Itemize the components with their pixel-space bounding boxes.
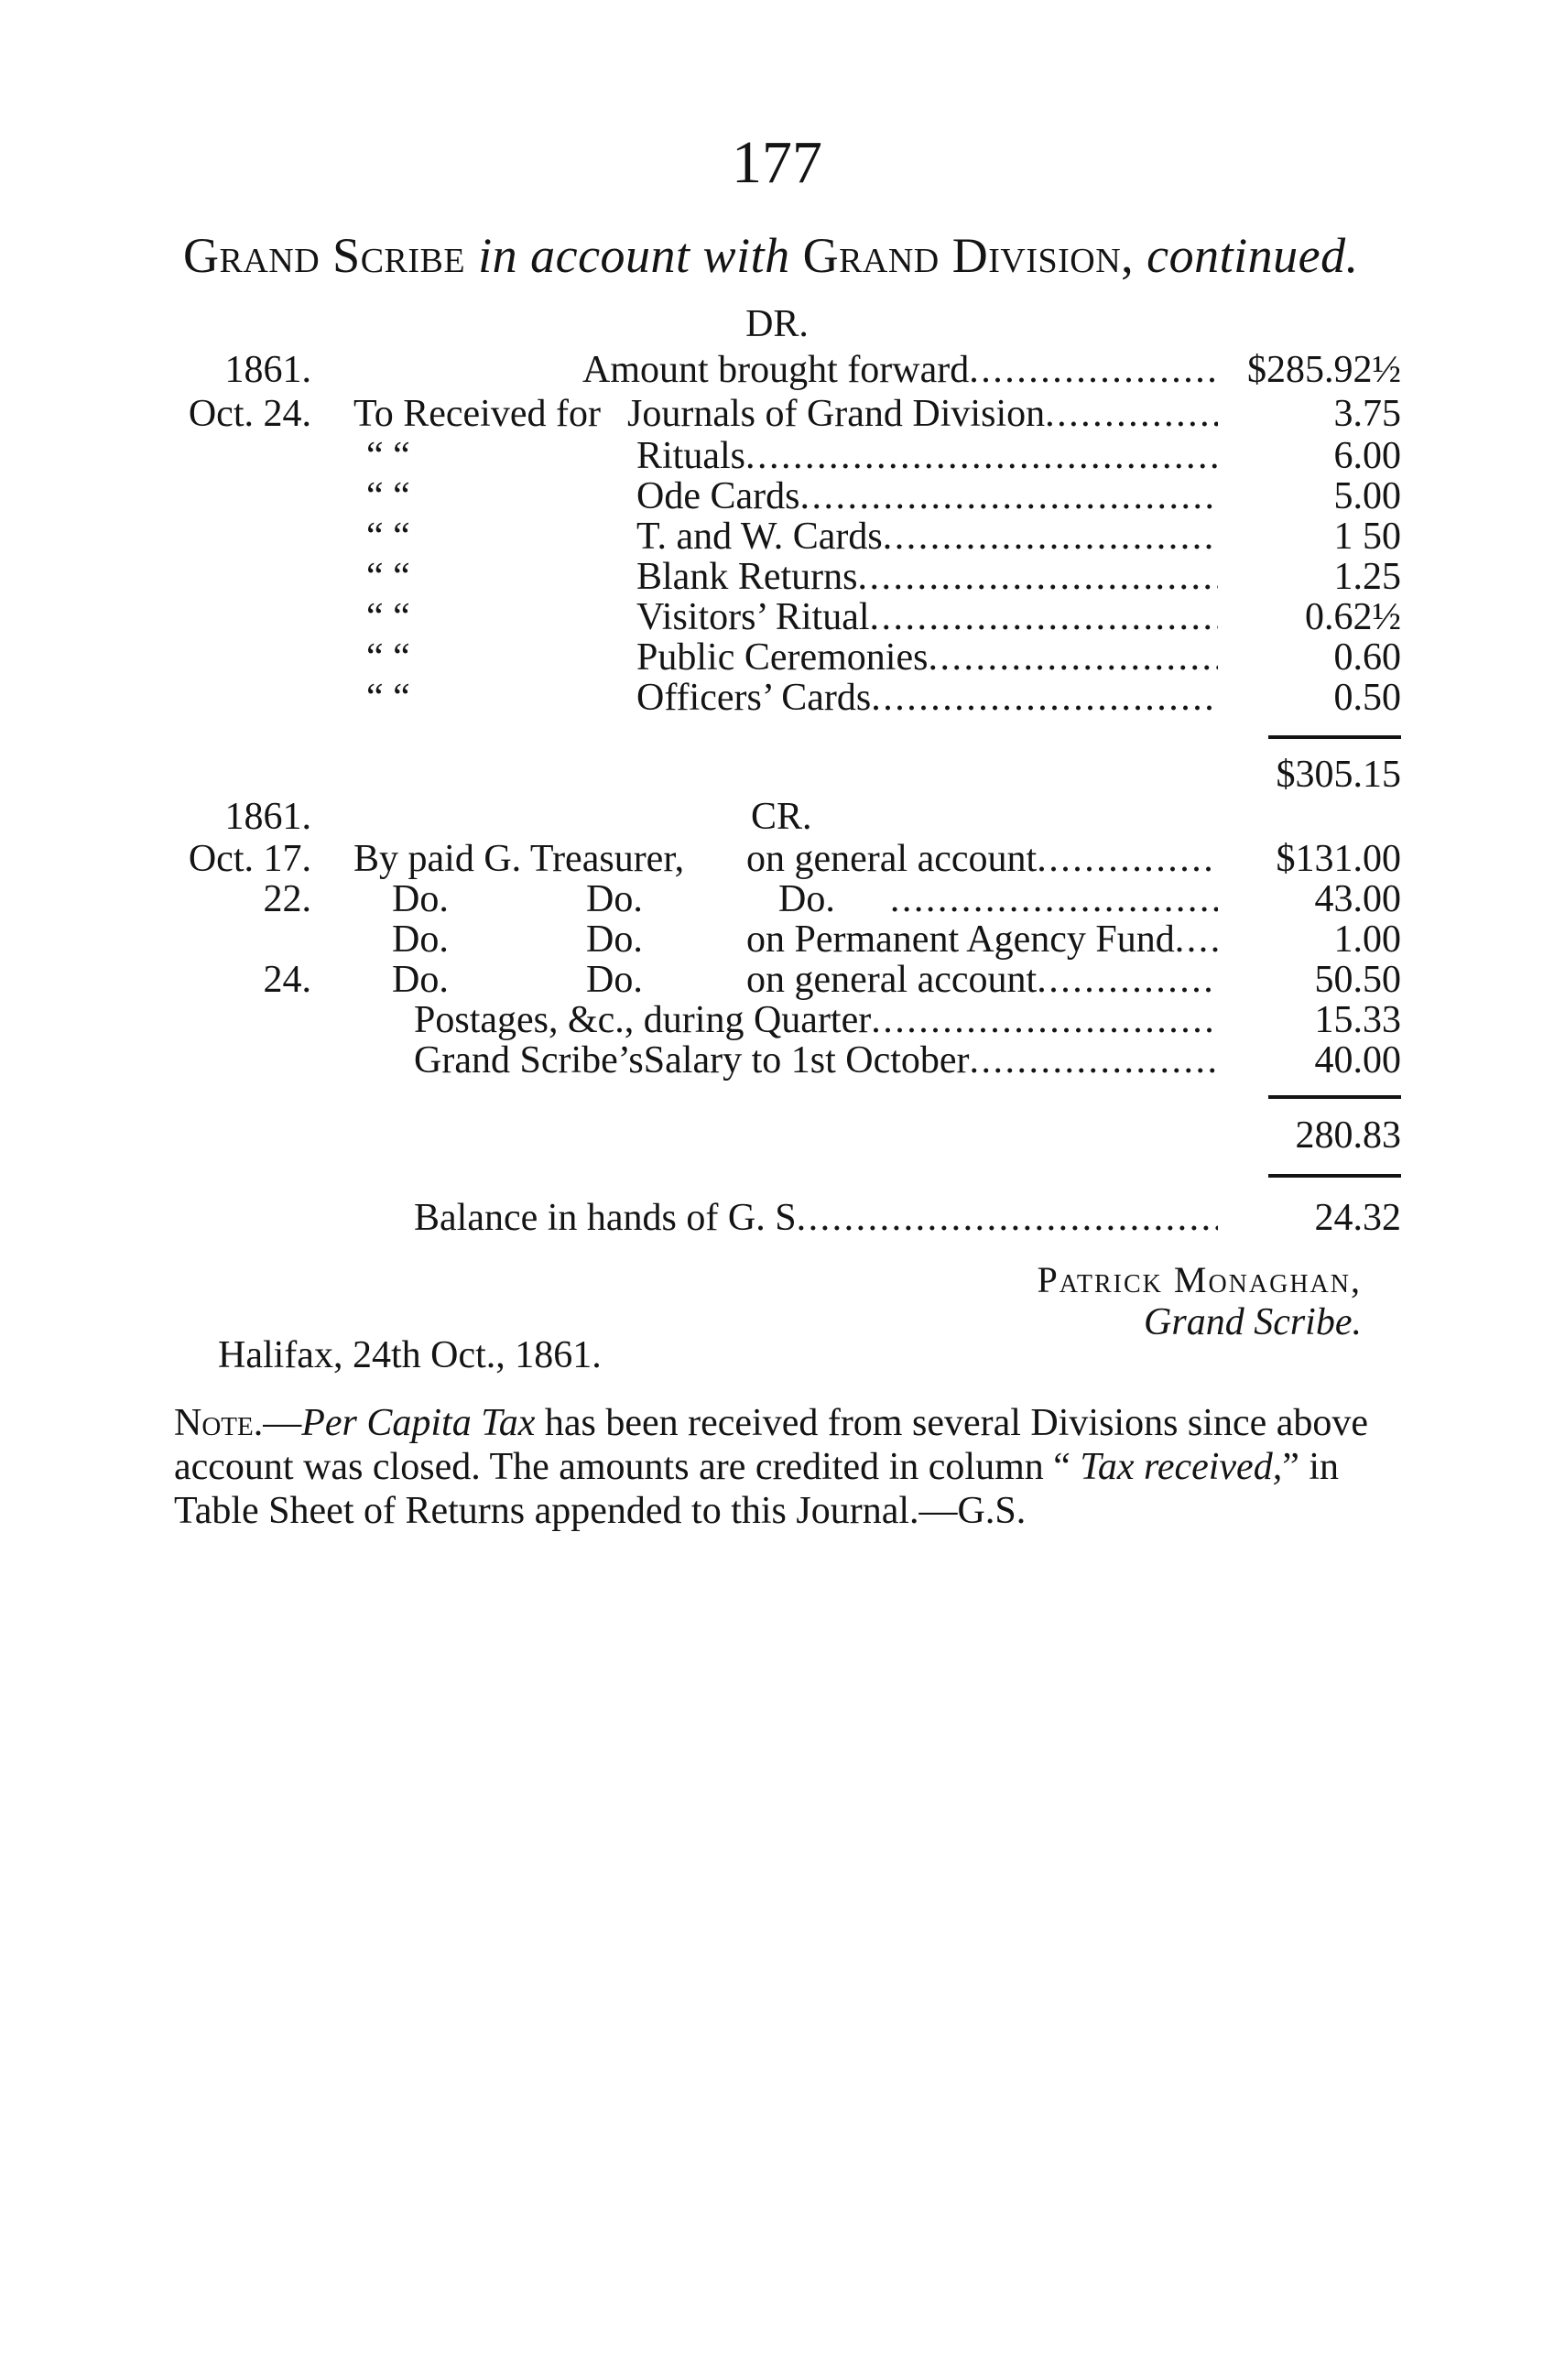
cr-amount: 50.50 — [1314, 959, 1401, 1001]
cr-amount: $131.00 — [1276, 838, 1401, 880]
cr-description — [778, 877, 1218, 921]
total-rule — [1268, 1095, 1401, 1099]
dr-amount: 5.00 — [1333, 475, 1401, 517]
leader-dots — [1037, 958, 1218, 1002]
dr-description — [627, 392, 1218, 436]
ditto-marks: “ “ — [366, 516, 410, 558]
note-paragraph — [174, 1401, 1401, 1533]
balance-label — [414, 1196, 1218, 1240]
leader-dots — [970, 1038, 1218, 1082]
cr-description-text: on Permanent Agency Fund — [746, 918, 1175, 961]
note-italic-tax-received: Tax received, — [1080, 1446, 1283, 1488]
dr-date: 1861. — [224, 349, 311, 391]
cr-col1: By paid G. Treasurer, — [353, 838, 685, 880]
cr-col2: Do. — [586, 918, 643, 961]
dr-amount: 0.62½ — [1305, 596, 1401, 638]
cr-year: 1861. — [224, 796, 311, 838]
leader-dots — [870, 595, 1218, 639]
leader-dots — [745, 434, 1218, 478]
cr-heading: CR. — [751, 796, 812, 838]
leader-dots — [969, 348, 1218, 392]
dr-row — [174, 636, 1401, 679]
dr-description — [636, 474, 1218, 518]
dr-description-text: Journals of Grand Division — [627, 393, 1046, 435]
cr-description-text: on general account — [746, 959, 1038, 1001]
leader-dots — [1045, 392, 1218, 436]
dr-row — [174, 515, 1401, 559]
leader-dots — [871, 998, 1218, 1042]
cr-col2: Do. — [586, 878, 643, 920]
dr-row — [174, 348, 1401, 392]
cr-description — [414, 1038, 1218, 1082]
page-number: 177 — [732, 129, 822, 196]
total-rule — [1268, 1174, 1401, 1178]
cr-amount: 43.00 — [1314, 878, 1401, 920]
leader-dots — [1037, 837, 1218, 881]
dr-amount: 1 50 — [1333, 516, 1401, 558]
dr-row — [174, 434, 1401, 478]
dr-description — [636, 434, 1218, 478]
dr-description — [636, 515, 1218, 559]
cr-row — [174, 837, 1401, 881]
ditto-marks: “ “ — [366, 556, 410, 598]
cr-col1: Do. — [392, 959, 449, 1001]
signature-name: Patrick Monaghan, — [1037, 1259, 1362, 1300]
dr-prefix: To Received for — [353, 393, 601, 435]
cr-description-text: on general account — [746, 838, 1038, 880]
ditto-marks: “ “ — [366, 636, 410, 679]
dr-row — [174, 595, 1401, 639]
ditto-marks: “ “ — [366, 677, 410, 719]
balance-row — [174, 1196, 1401, 1240]
dr-description-text: Public Ceremonies — [636, 636, 929, 679]
leader-dots — [928, 636, 1218, 679]
dr-description — [636, 676, 1218, 720]
dr-row — [174, 474, 1401, 518]
dr-description-text: Visitors’ Ritual — [636, 596, 870, 638]
title-in-account-with: in account with — [478, 228, 790, 283]
cr-row — [174, 918, 1401, 962]
dr-row — [174, 555, 1401, 599]
title-grand-scribe: Grand Scribe — [183, 228, 466, 283]
dr-description — [582, 348, 1218, 392]
title-grand-division: Grand Division, — [802, 228, 1135, 283]
cr-row — [174, 877, 1401, 921]
note-text-1: has been received from several Divisions since above account was closed. The amounts are credited in column “ — [174, 1402, 1369, 1488]
cr-description — [746, 918, 1218, 962]
cr-col2: Do. — [586, 959, 643, 1001]
cr-description-text: Do. — [778, 878, 835, 920]
dr-total: $305.15 — [1276, 754, 1401, 796]
dr-description — [636, 636, 1218, 679]
title-continued: continued. — [1146, 228, 1359, 283]
dr-amount: 0.60 — [1333, 636, 1401, 679]
dr-description-text: Amount brought forward — [582, 349, 970, 391]
cr-heading-row — [174, 795, 1401, 839]
balance-label-text: Balance in hands of G. S — [414, 1197, 797, 1239]
dr-description-text: Ode Cards — [636, 475, 800, 517]
cr-row — [174, 958, 1401, 1002]
cr-date: 22. — [263, 878, 311, 920]
place-date: Halifax, 24th Oct., 1861. — [218, 1334, 602, 1376]
ditto-marks: “ “ — [366, 596, 410, 638]
leader-dots — [871, 676, 1218, 720]
cr-amount: 15.33 — [1314, 999, 1401, 1041]
cr-description — [746, 837, 1218, 881]
dr-date: Oct. 24. — [188, 393, 311, 435]
leader-dots — [797, 1196, 1218, 1240]
dr-row — [174, 392, 1401, 436]
dr-description-text: Officers’ Cards — [636, 677, 872, 719]
cr-amount: 1.00 — [1333, 918, 1401, 961]
leader-dots — [799, 474, 1218, 518]
dr-total-row — [174, 753, 1401, 797]
cr-col1: Do. — [392, 878, 449, 920]
leader-dots — [1175, 918, 1218, 962]
dr-description — [636, 555, 1218, 599]
leader-dots — [883, 515, 1218, 559]
cr-row — [174, 1038, 1401, 1082]
total-rule — [1268, 735, 1401, 739]
cr-date: 24. — [263, 959, 311, 1001]
leader-dots — [835, 877, 1218, 921]
note-label: Note.— — [174, 1402, 302, 1444]
note-text-2: ” in Table Sheet of Returns appended to this Journal.—G.S. — [174, 1446, 1340, 1532]
dr-description — [636, 595, 1218, 639]
cr-amount: 40.00 — [1314, 1039, 1401, 1081]
cr-total-row — [174, 1114, 1401, 1157]
ditto-marks: “ “ — [366, 435, 410, 477]
cr-description-text: Grand Scribe’sSalary to 1st October — [414, 1039, 970, 1081]
dr-amount: 1.25 — [1333, 556, 1401, 598]
dr-amount: 0.50 — [1333, 677, 1401, 719]
leader-dots — [857, 555, 1218, 599]
cr-description — [414, 998, 1218, 1042]
cr-row — [174, 998, 1401, 1042]
dr-description-text: Rituals — [636, 435, 746, 477]
dr-row — [174, 676, 1401, 720]
dr-heading: DR. — [745, 303, 809, 345]
dr-amount: 6.00 — [1333, 435, 1401, 477]
cr-description — [746, 958, 1218, 1002]
balance-amount: 24.32 — [1314, 1197, 1401, 1239]
ditto-marks: “ “ — [366, 475, 410, 517]
account-title — [183, 227, 1359, 284]
dr-amount: $285.92½ — [1247, 349, 1401, 391]
cr-total: 280.83 — [1295, 1114, 1401, 1157]
dr-description-text: T. and W. Cards — [636, 516, 883, 558]
cr-date: Oct. 17. — [188, 838, 311, 880]
cr-col1: Do. — [392, 918, 449, 961]
dr-description-text: Blank Returns — [636, 556, 858, 598]
signature-title: Grand Scribe. — [1144, 1301, 1362, 1343]
dr-amount: 3.75 — [1333, 393, 1401, 435]
cr-description-text: Postages, &c., during Quarter — [414, 999, 872, 1041]
note-italic-per-capita: Per Capita Tax — [301, 1402, 536, 1444]
